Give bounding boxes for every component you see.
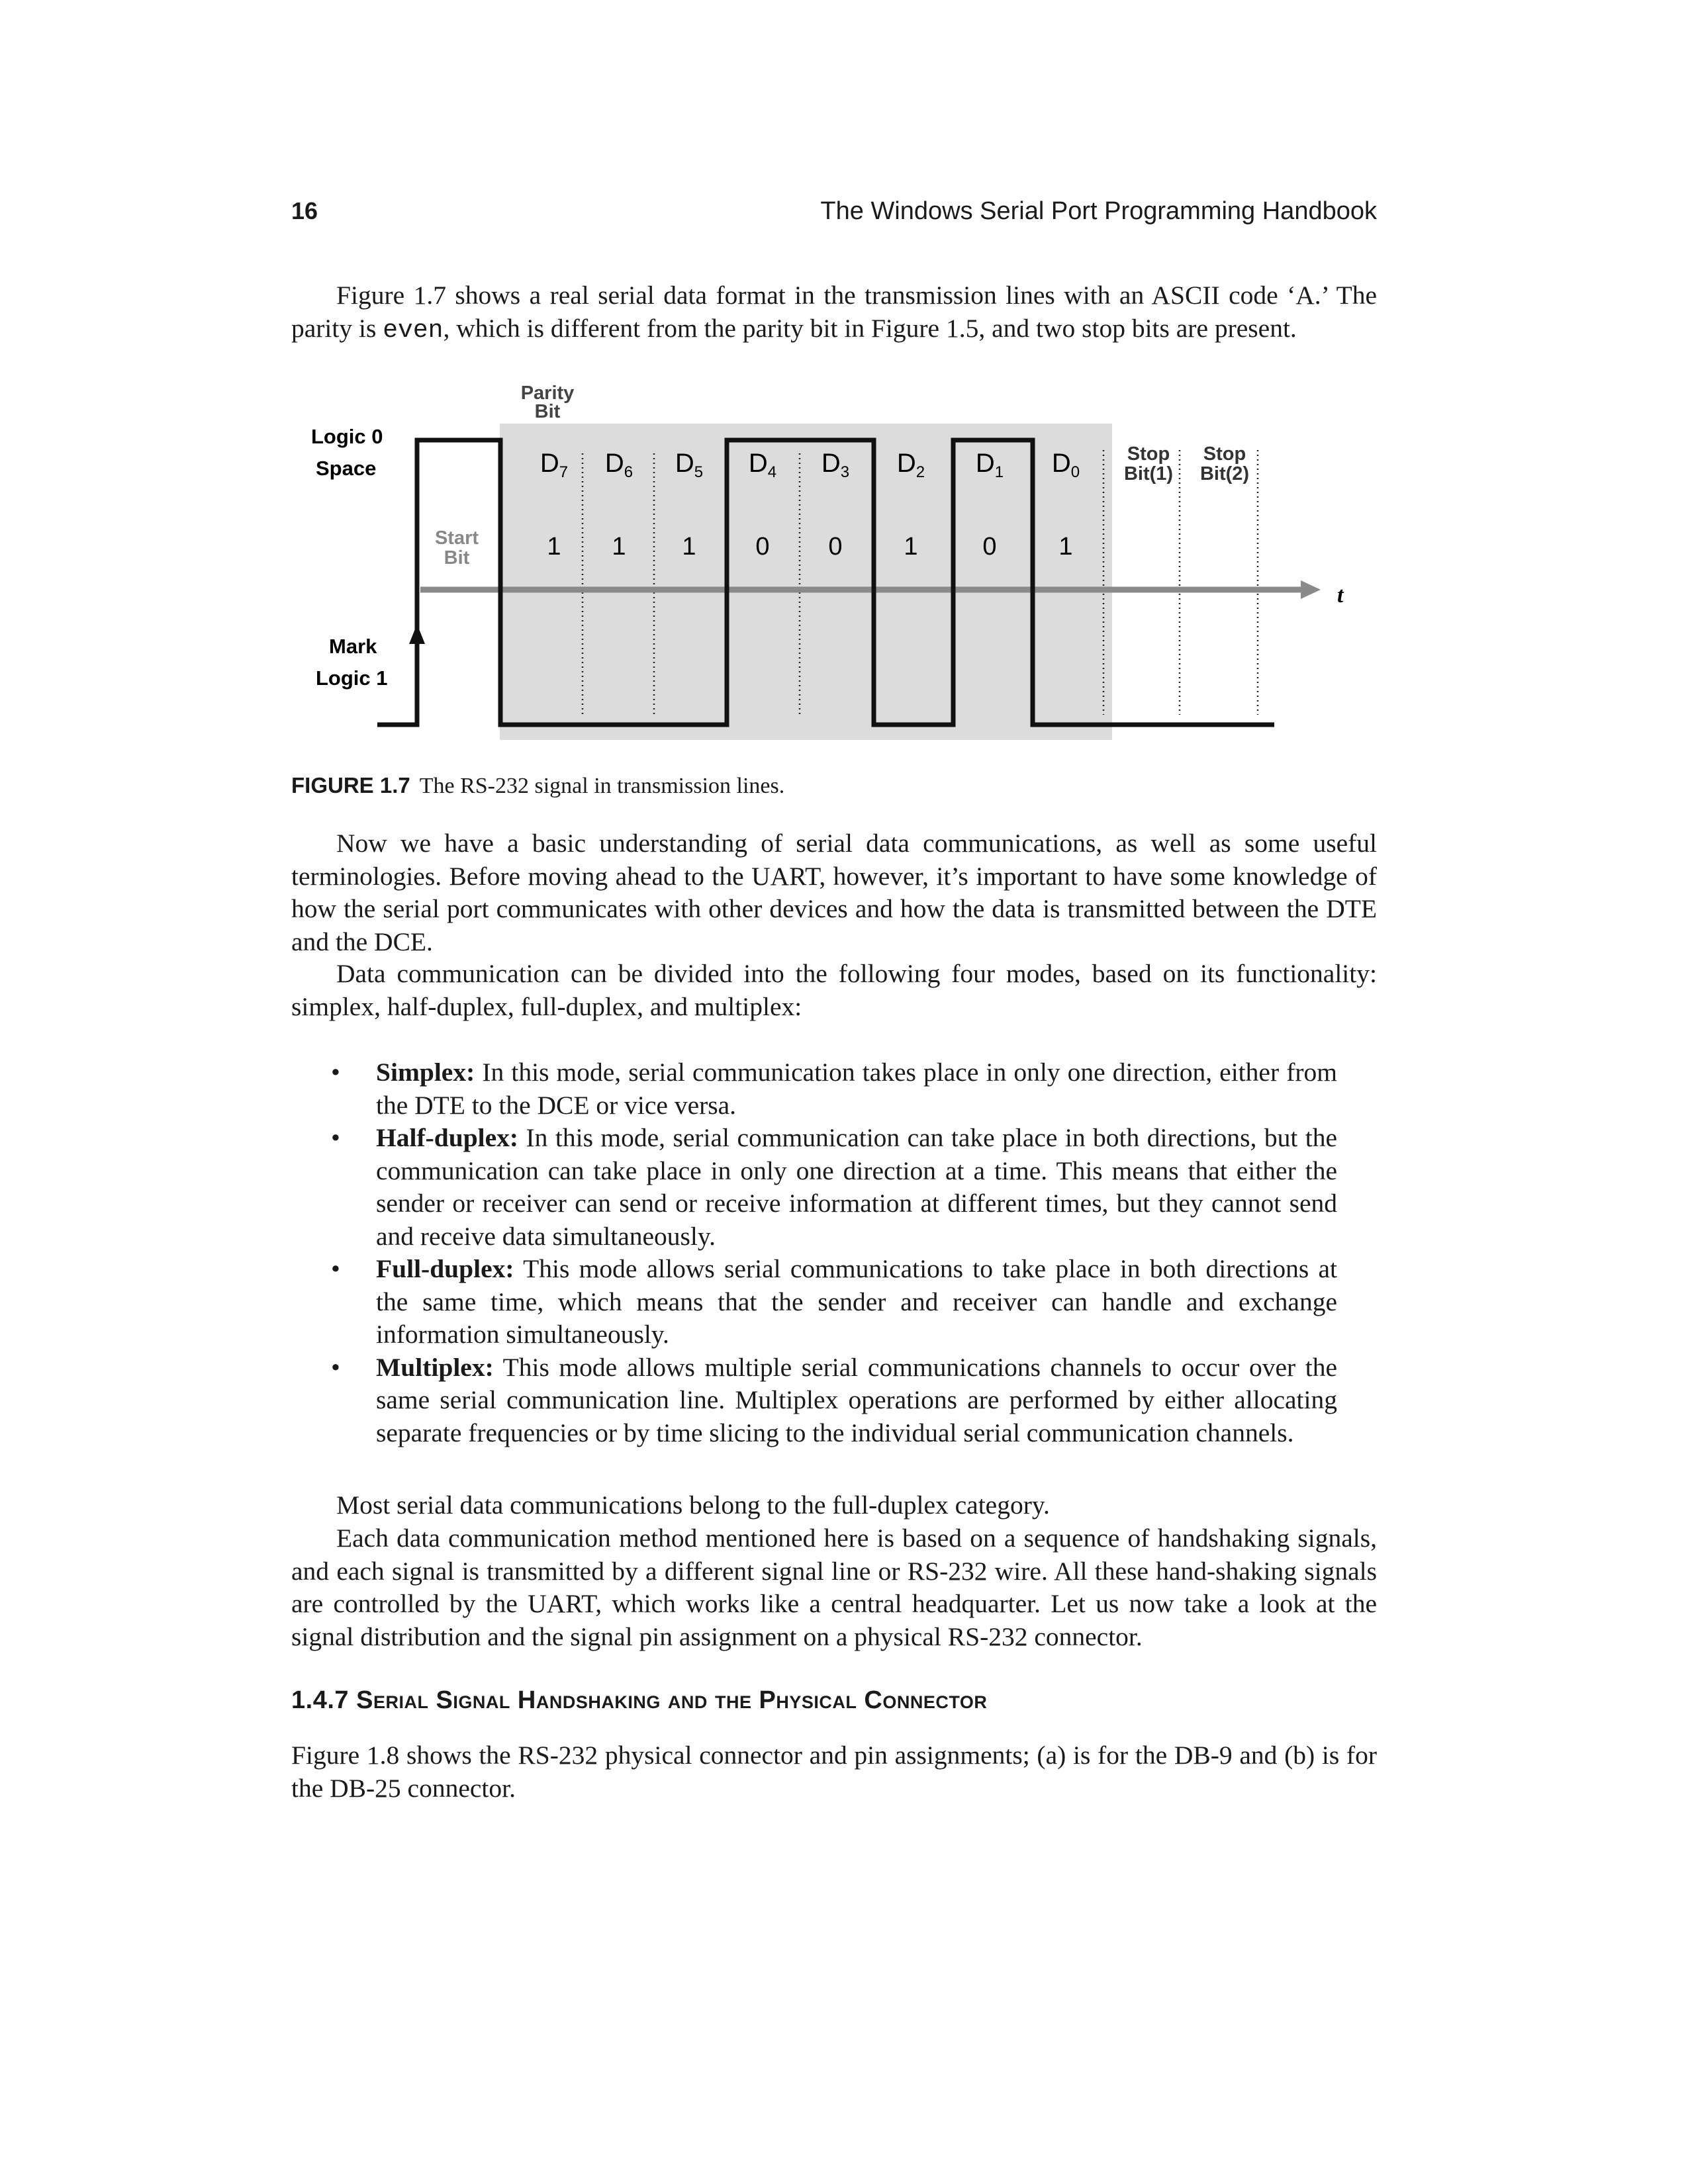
intro-paragraph bbox=[291, 279, 1377, 347]
bit-value-d1: 0 bbox=[982, 533, 997, 561]
bit-name-d3: $D_3$ bbox=[821, 449, 850, 481]
bit-value-d6: 1 bbox=[612, 533, 626, 561]
list-item-text: In this mode, serial communication takes place in only one direction, either from the DTE to the DCE or vice versa. bbox=[376, 1058, 1337, 1120]
bit-name-d0: $D_0$ bbox=[1051, 449, 1080, 481]
section-heading bbox=[291, 1686, 987, 1715]
section-paragraph-1: Figure 1.8 shows the RS-232 physical connector and pin assignments; (a) is for the DB-9 and (b) is for the DB-25 connector. bbox=[291, 1741, 1377, 1803]
data-frame-shading bbox=[500, 424, 1112, 740]
space-label: Space bbox=[316, 457, 377, 480]
stop-bit2-label-2: Bit(2) bbox=[1199, 463, 1250, 484]
stop-bit1-label-2: Bit(1) bbox=[1123, 463, 1174, 484]
bit-value-d5: 1 bbox=[682, 533, 696, 561]
list-item bbox=[331, 1351, 1337, 1450]
list-item-text: In this mode, serial communication can take place in both directions, but the communication can take place in only one direction at a time. This means that either the sender or receiver can send or receive information at different times, but they cannot send and receive data simultaneously. bbox=[376, 1123, 1337, 1251]
intro-text-2: , which is different from the parity bit in Figure 1.5, and two stop bits are present. bbox=[443, 313, 1297, 343]
time-axis-arrow-icon bbox=[1301, 580, 1321, 599]
start-bit-label-2: Bit bbox=[444, 547, 470, 569]
list-item-term: Half-duplex: bbox=[376, 1123, 519, 1152]
body-paragraph-1: Now we have a basic understanding of serial data communications, as well as some useful terminologies. Before moving ahead to the UART, however, it’s important to have some knowledge of how the serial port communicates with other devices and how the data is transmitted between the DTE and the DCE. bbox=[291, 829, 1377, 956]
parity-bit-label-1: Parity bbox=[520, 383, 575, 404]
bit-name-d2: $D_2$ bbox=[896, 449, 925, 481]
logic1-label: Logic 1 bbox=[316, 666, 388, 690]
figure-caption bbox=[291, 773, 784, 799]
list-item-term: Full-duplex: bbox=[376, 1254, 514, 1283]
section-title: Serial Signal Handshaking and the Physical Connector bbox=[356, 1686, 988, 1714]
bit-value-d7: 1 bbox=[547, 533, 561, 561]
list-item bbox=[331, 1253, 1337, 1351]
running-head bbox=[291, 197, 1377, 230]
stop-bit1-label-1: Stop bbox=[1127, 443, 1170, 465]
logic0-label: Logic 0 bbox=[311, 425, 383, 448]
figure-caption-label: FIGURE 1.7 bbox=[291, 773, 410, 797]
body-paragraph-3: Most serial data communications belong to the full-duplex category. bbox=[336, 1490, 1050, 1520]
figure-caption-text: The RS-232 signal in transmission lines. bbox=[419, 774, 785, 798]
bit-name-d1: $D_1$ bbox=[975, 449, 1004, 481]
body-paragraph-2: Data communication can be divided into the following four modes, based on its functionality: simplex, half-duplex, full-duplex, and multiplex: bbox=[291, 959, 1377, 1021]
bit-value-d4: 0 bbox=[755, 533, 770, 561]
list-item-term: Simplex: bbox=[376, 1058, 475, 1087]
mode-list bbox=[331, 1056, 1337, 1449]
list-item-term: Multiplex: bbox=[376, 1352, 494, 1382]
mark-label: Mark bbox=[329, 635, 377, 658]
bit-name-d5: $D_5$ bbox=[675, 449, 704, 481]
list-item bbox=[331, 1122, 1337, 1253]
body-paragraph-4: Each data communication method mentioned here is based on a sequence of handshaking signals, and each signal is transmitted by a different signal line or RS-232 wire. All these hand-shaking signals are controlled by the UART, which works like a central headquarter. Let us now take a look at the signal distribution and the signal pin assignment on a physical RS-232 connector. bbox=[291, 1524, 1377, 1651]
stop-bit2-label-1: Stop bbox=[1203, 443, 1246, 465]
bit-name-d7: $D_7$ bbox=[539, 449, 569, 481]
bit-value-d0: 1 bbox=[1058, 533, 1073, 561]
parity-code: even bbox=[383, 316, 444, 345]
list-item-text: This mode allows multiple serial communications channels to occur over the same serial communication line. Multiplex operations are performed by either allocating separate frequencies or by time slicing to the individual serial communication channels. bbox=[376, 1352, 1337, 1447]
bit-value-d2: 1 bbox=[904, 533, 918, 561]
bit-value-d3: 0 bbox=[828, 533, 843, 561]
list-item bbox=[331, 1056, 1337, 1122]
book-title: The Windows Serial Port Programming Handbook bbox=[820, 197, 1377, 225]
time-axis-label: t bbox=[1337, 583, 1344, 608]
page-number: 16 bbox=[291, 197, 318, 224]
list-item-text: This mode allows serial communications to take place in both directions at the same time, which means that the sender and receiver can handle and exchange information simultaneously. bbox=[376, 1254, 1337, 1349]
bit-name-d6: $D_6$ bbox=[604, 449, 633, 481]
bit-name-d4: $D_4$ bbox=[748, 449, 777, 481]
parity-bit-label-2: Bit bbox=[534, 401, 561, 422]
intro-text-1: Figure 1.7 shows a real serial data format in the transmission lines with an ASCII code ‘A.’ The parity is bbox=[291, 281, 1377, 343]
start-bit-label-1: Start bbox=[434, 527, 479, 549]
section-number: 1.4.7 bbox=[291, 1686, 350, 1714]
rs232-signal-diagram bbox=[291, 367, 1377, 751]
